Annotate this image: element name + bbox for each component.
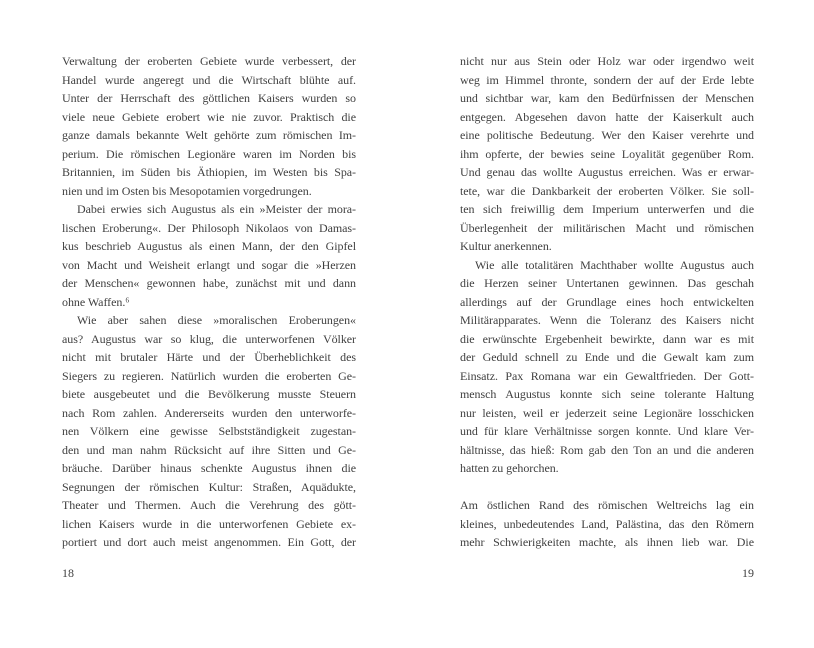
text-line: Kultur anerkennen. <box>460 239 552 253</box>
text-line: Und genau das wollte Augustus erreichen. Was er erwar- <box>460 165 754 179</box>
page-left-text <box>62 52 356 552</box>
text-line: entgegen. Abgesehen davon hatte der Kaiserkult auch <box>460 109 754 124</box>
text-line: aus? Augustus war so klug, die unterworfenen Völker <box>62 331 356 346</box>
text-line: Siegers zu regieren. Natürlich wurden die eroberten Ge- <box>62 368 356 383</box>
text-line: perium. Die römischen Legionäre waren im Norden bis <box>62 146 356 161</box>
text-line: portiert und dort auch meist angenommen. Ein Gott, der <box>62 535 356 549</box>
text-line: Segnungen der römischen Kultur: Straßen, Aquädukte, <box>62 479 356 494</box>
text-line: allerdings auf der Grundlage eines hoch entwickelten <box>460 294 754 309</box>
text-line: Unter der Herrschaft des göttlichen Kaisers wurden so <box>62 91 356 105</box>
text-line: Militärapparates. Wenn die Toleranz des Kaisers nicht <box>460 313 754 327</box>
text-line: und sichtbar war, kam den Bedürfnissen der Menschen <box>460 91 754 105</box>
text-line: von Macht und Weisheit erlangt und sogar die »Herzen <box>62 257 356 272</box>
text-line: Theater und Thermen. Auch die Verehrung des gött- <box>62 498 356 512</box>
paragraph <box>460 256 754 478</box>
text-line: Dabei erwies sich Augustus als ein »Meister der mora- <box>77 202 356 216</box>
text-line: Verwaltung der eroberten Gebiete wurde verbessert, der <box>62 54 356 68</box>
text-line: den und man nahm Rücksicht auf ihre Sitten und Ge- <box>62 442 356 457</box>
text-line: nicht mit brutaler Härte und der Überheblichkeit des <box>62 350 356 364</box>
text-line: eine politische Bedeutung. Wer den Kaiser verehrte und <box>460 128 754 142</box>
text-line: nur leisten, weil er jederzeit seine Legionäre losschicken <box>460 405 754 420</box>
text-line: ohne Waffen.⁶ <box>62 294 130 309</box>
paragraph <box>460 496 754 552</box>
text-line: Wie alle totalitären Machthaber wollte Augustus auch <box>475 257 754 272</box>
text-line: der Menschen« gewonnen habe, zunächst mit und dann <box>62 276 356 290</box>
text-line: die erwünschte Ergebenheit bewirkte, dann war es mit <box>460 331 754 346</box>
page-right-text <box>460 52 754 552</box>
text-line: Einsatz. Pax Romana war ein Gewaltfrieden. Der Gott- <box>460 368 754 383</box>
text-line: die Herzen seiner Untertanen gewinnen. Das geschah <box>460 276 754 290</box>
text-line: nicht nur aus Stein oder Holz war oder irgendwo weit <box>460 54 754 68</box>
paragraph <box>460 52 754 256</box>
text-line: kus beschrieb Augustus als einen Mann, der den Gipfel <box>62 239 356 253</box>
text-line: der Geduld schnell zu Ende und die Gewalt kam zum <box>460 350 754 364</box>
paragraph <box>62 311 356 552</box>
text-line: Handel wurde angeregt und die Wirtschaft blühte auf. <box>62 72 356 87</box>
text-line: hatten zu gehorchen. <box>460 461 559 475</box>
text-line: lichen Kaisers wurde in die unterworfenen Gebiete ex- <box>62 516 356 531</box>
text-line: mehr Schwierigkeiten machte, als ihnen lieb war. Die <box>460 535 754 549</box>
text-line: Wie aber sahen diese »moralischen Eroberungen« <box>77 313 356 327</box>
text-line: lischen Eroberung«. Der Philosoph Nikolaos von Damas- <box>62 220 356 235</box>
text-line: weg im Himmel thronte, sondern der auf der Erde lebte <box>460 72 754 87</box>
text-line: Britannien, im Süden bis Äthiopien, im Westen bis Spa- <box>62 165 356 179</box>
text-line: Am östlichen Rand des römischen Weltreichs lag ein <box>460 498 754 512</box>
page-number-right: 19 <box>742 566 754 580</box>
text-line: nien und im Osten bis Mesopotamien vorgedrungen. <box>62 183 312 198</box>
text-line: biete ausgebeutet und die Bevölkerung musste Steuern <box>62 387 356 401</box>
text-line: ganze damals bekannte Welt gehörte zum römischen Im- <box>62 128 356 142</box>
text-line: viele neue Gebiete erobert wie nie zuvor. Praktisch die <box>62 109 356 124</box>
paragraph <box>62 200 356 311</box>
text-line: ihm opferte, der bewies seine Loyalität gegenüber Rom. <box>460 146 754 161</box>
page-number-left: 18 <box>62 566 74 580</box>
text-line: ten sich freiwillig dem Imperium unterwerfen und die <box>460 202 754 216</box>
text-line: kleines, unbedeutendes Land, Palästina, das den Römern <box>460 516 754 531</box>
text-line: tete, war die Dankbarkeit der eroberten Völker. Sie soll- <box>460 183 754 198</box>
text-line: mensch Augustus konnte sich seine tolerante Haltung <box>460 387 754 401</box>
text-line: Überlegenheit der militärischen Macht und römischen <box>460 220 754 235</box>
text-line: nen Völkern eine gewisse Selbstständigkeit zugestan- <box>62 424 356 438</box>
text-line: nach Rom zahlen. Andererseits wurden den unterworfe- <box>62 405 356 420</box>
paragraph <box>62 52 356 200</box>
text-line: hältnisse, das hieß: Rom gab den Ton an und die anderen <box>460 442 754 457</box>
text-line: bräuche. Darüber hinaus schenkte Augustus ihnen die <box>62 461 356 475</box>
text-line: und für klare Verhältnisse sorgen konnte. Und klare Ver- <box>460 424 754 438</box>
